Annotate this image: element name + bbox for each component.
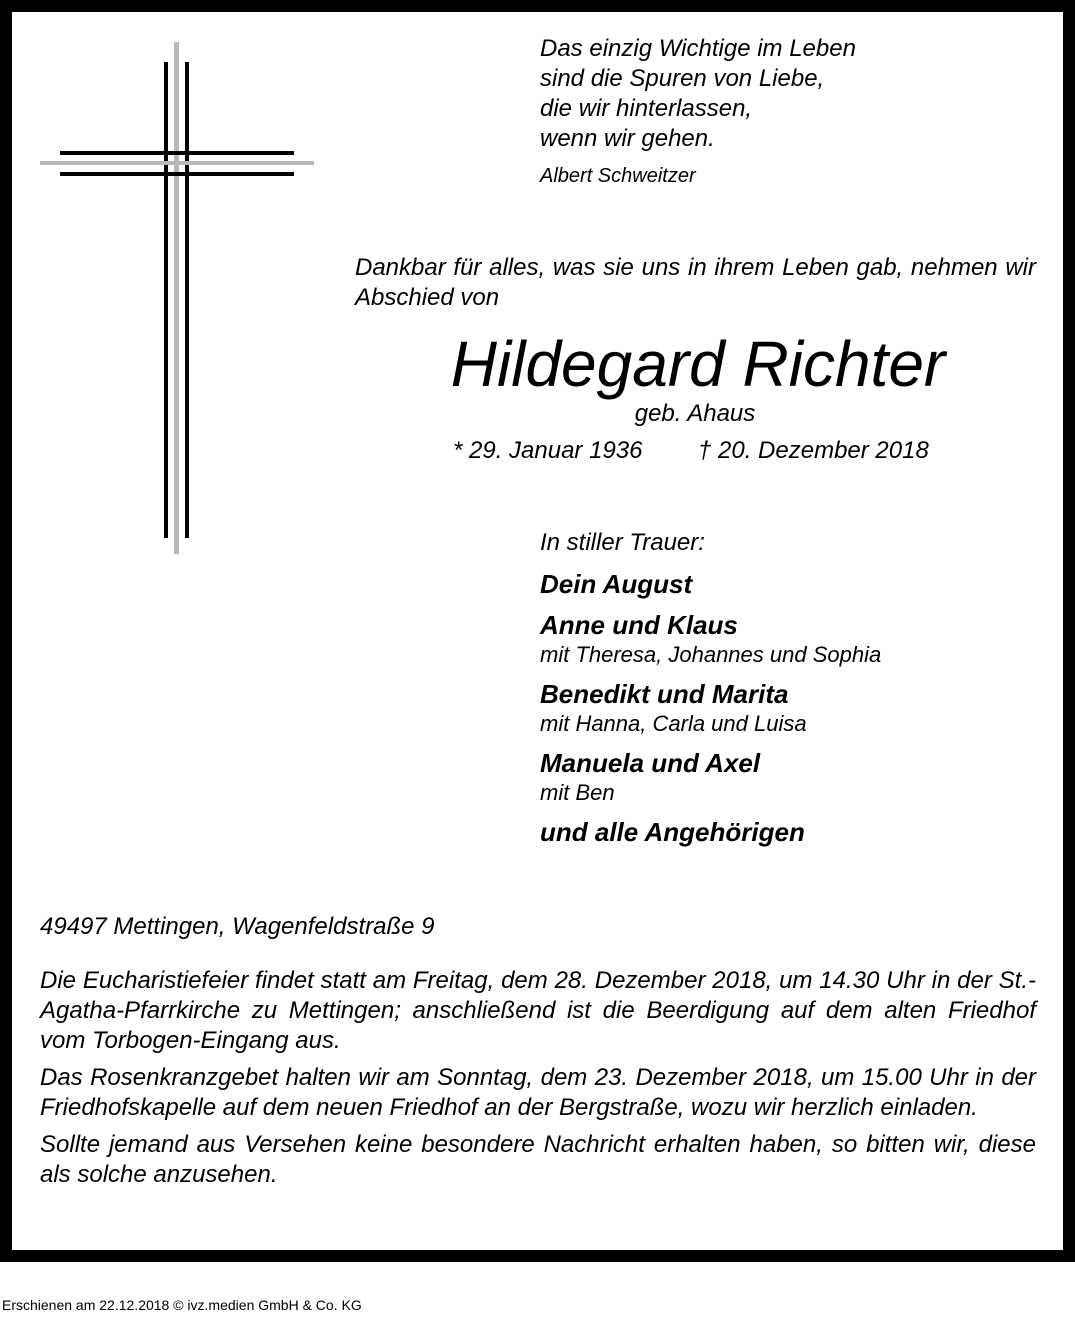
address: 49497 Mettingen, Wagenfeldstraße 9 (40, 913, 435, 940)
family-name: und alle Angehörigen (540, 817, 805, 847)
cross-vertical-right-line (185, 62, 189, 538)
family-sub: mit Ben (540, 780, 615, 805)
quote-line: wenn wir gehen. (540, 125, 715, 152)
birth-date: * 29. Januar 1936 (453, 437, 643, 464)
service-paragraph: Die Eucharistiefeier findet statt am Freitag, dem 28. Dezember 2018, um 14.30 Uhr in der St.-Agatha-Pfarrkirche zu Mettingen; anschließend ist die Beerdigung auf dem alten Friedhof vom Torbogen-Eingang aus. (40, 967, 1036, 1054)
family-sub: mit Hanna, Carla und Luisa (540, 711, 807, 736)
death-date: † 20. Dezember 2018 (698, 437, 929, 464)
cross-horizontal-gray (40, 161, 314, 165)
deceased-name: Hildegard Richter (450, 328, 946, 400)
family-name: Manuela und Axel (540, 748, 761, 778)
cross-icon (40, 42, 314, 556)
family-name: Anne und Klaus (540, 610, 738, 640)
cross-horizontal-top-line (60, 151, 294, 155)
mourners-block (540, 528, 1040, 857)
mourners-label: In stiller Trauer: (540, 529, 705, 556)
quote (540, 34, 1040, 154)
cross-horizontal-bottom-line (60, 172, 294, 176)
family-item (540, 609, 1040, 669)
cross-vertical-left-line (164, 62, 168, 538)
quote-line: Das einzig Wichtige im Leben (540, 35, 856, 62)
family-item (540, 568, 1040, 600)
family-item (540, 747, 1040, 807)
intro-text: Dankbar für alles, was sie uns in ihrem Leben gab, nehmen wir Abschied von (355, 254, 1036, 311)
publication-footer: Erschienen am 22.12.2018 © ivz.medien GmbH & Co. KG (2, 1297, 362, 1313)
cross-vertical-gray (174, 42, 179, 554)
family-list (540, 568, 1040, 848)
born-name: geb. Ahaus (634, 400, 756, 427)
family-item (540, 816, 1040, 848)
service-paragraph: Sollte jemand aus Versehen keine besondere Nachricht erhalten haben, so bitten wir, diese als solche anzusehen. (40, 1131, 1036, 1188)
quote-line: die wir hinterlassen, (540, 95, 753, 122)
family-name: Benedikt und Marita (540, 679, 789, 709)
service-info (40, 966, 1036, 1197)
family-sub: mit Theresa, Johannes und Sophia (540, 642, 882, 667)
service-paragraph: Das Rosenkranzgebet halten wir am Sonntag, dem 23. Dezember 2018, um 15.00 Uhr in der Friedhofskapelle auf dem neuen Friedhof an der Bergstraße, wozu wir herzlich einladen. (40, 1064, 1036, 1121)
family-item (540, 678, 1040, 738)
family-name: Dein August (540, 569, 693, 599)
quote-author: Albert Schweitzer (540, 165, 696, 187)
quote-line: sind die Spuren von Liebe, (540, 65, 825, 92)
